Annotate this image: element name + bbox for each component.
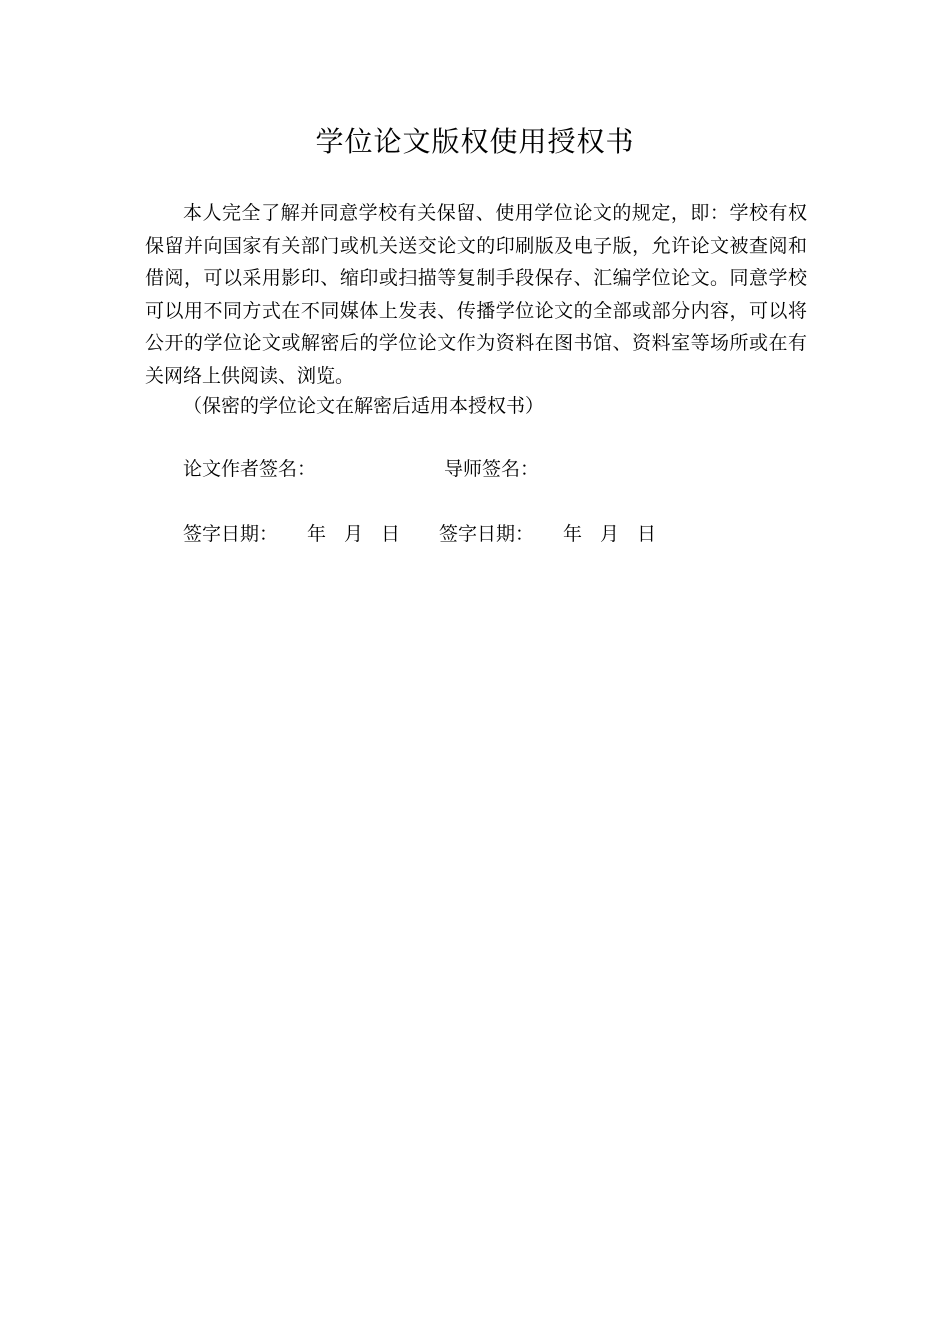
- advisor-signature-label: 导师签名：: [444, 458, 540, 480]
- advisor-date-day: 日: [637, 523, 657, 545]
- authorization-statement: 本人完全了解并同意学校有关保留、使用学位论文的规定，即：学校有权保留并向国家有关部门或机关送交论文的印刷版及电子版，允许论文被查阅和借阅，可以采用影印、缩印或扫描等复制手段保存、汇编学位论文。同意学校可以用不同方式在不同媒体上发表、传播学位论文的全部或部分内容，可以将公开的学位论文或解密后的学位论文作为资料在图书馆、资料室等场所或在有关网络上供阅读、浏览。: [145, 202, 807, 387]
- document-title: 学位论文版权使用授权书: [315, 125, 635, 158]
- author-date-label: 签字日期：: [183, 523, 279, 545]
- author-date-month: 月: [344, 523, 364, 545]
- advisor-signing-date: [439, 518, 656, 550]
- advisor-date-year: 年: [563, 523, 583, 545]
- advisor-date-month: 月: [600, 523, 620, 545]
- author-date-day: 日: [381, 523, 401, 545]
- advisor-date-label: 签字日期：: [439, 523, 535, 545]
- author-date-year: 年: [307, 523, 327, 545]
- author-signing-date: [183, 518, 400, 550]
- author-signature-label: 论文作者签名：: [183, 458, 317, 480]
- confidential-note: （保密的学位论文在解密后适用本授权书）: [183, 395, 545, 417]
